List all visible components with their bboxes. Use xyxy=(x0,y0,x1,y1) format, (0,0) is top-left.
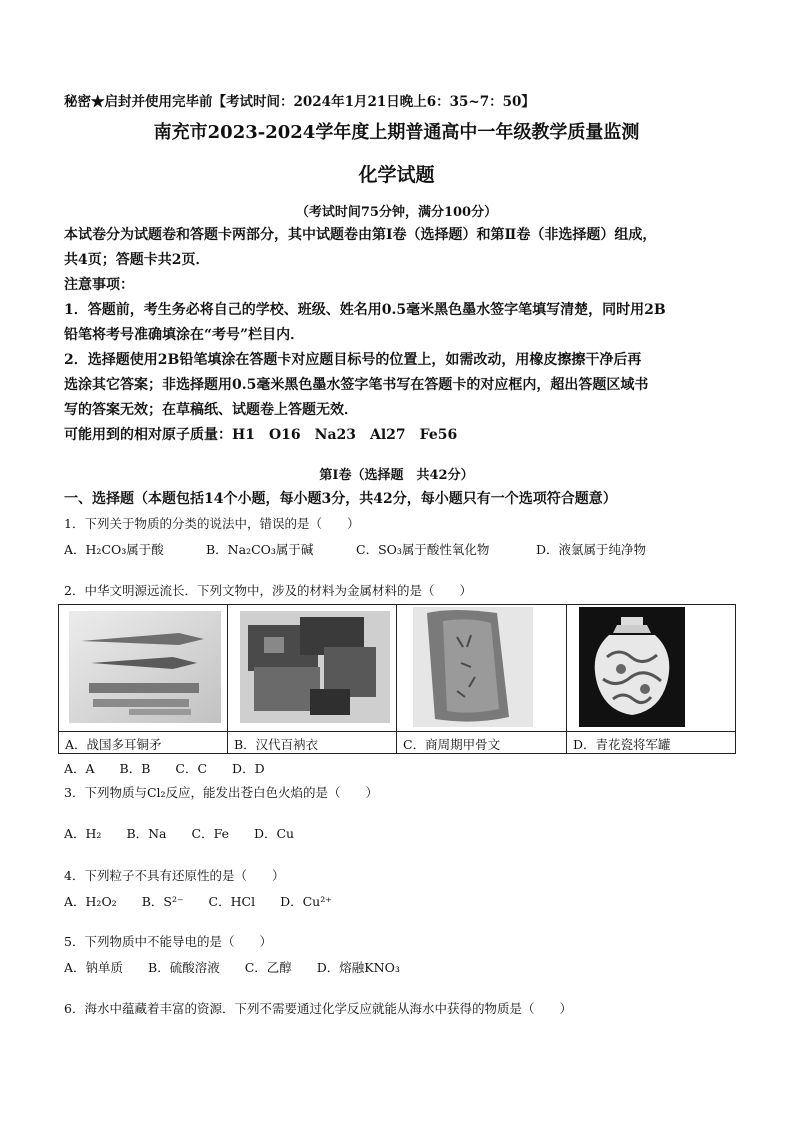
q6-stem: 6．海水中蕴藏着丰富的资源．下列不需要通过化学反应就能从海水中获得的物质是（ ） xyxy=(64,1001,572,1016)
q1-option-a: A．H₂CO₃属于酸 xyxy=(64,542,164,557)
q2-stem: 2．中华文明源远流长．下列文物中，涉及的材料为金属材料的是（ ） xyxy=(64,583,472,598)
caption-a: A．战国多耳铜矛 xyxy=(65,737,162,752)
bronze-spear-photo xyxy=(69,611,221,723)
confidential-line: 秘密★启封并使用完毕前【考试时间：2024年1月21日晚上6：35~7：50】 xyxy=(64,94,535,110)
artifact-cell-b xyxy=(228,605,397,753)
q5-options: A．钠单质 B．硫酸溶液 C．乙醇 D．熔融KNO₃ xyxy=(64,960,400,975)
caption-b: B．汉代百衲衣 xyxy=(234,737,319,752)
q1-stem: 1．下列关于物质的分类的说法中，错误的是（ ） xyxy=(64,516,360,531)
patchwork-robe-photo xyxy=(240,611,390,723)
q3-options: A．H₂ B．Na C．Fe D．Cu xyxy=(64,826,295,841)
oracle-bone-photo xyxy=(413,607,533,727)
intro-line-1: 本试卷分为试题卷和答题卡两部分，其中试题卷由第Ⅰ卷（选择题）和第Ⅱ卷（非选择题）组成， xyxy=(64,227,657,243)
note-2b: 选涂其它答案；非选择题用0.5毫米黑色墨水签字笔书写在答题卡的对应框内，超出答题区域书 xyxy=(64,377,649,393)
q1-option-b: B．Na₂CO₃属于碱 xyxy=(206,542,314,557)
note-1a: 1．答题前，考生务必将自己的学校、班级、姓名用0.5毫米黑色墨水签字笔填写清楚，同时用2B xyxy=(64,302,666,318)
caption-d: D．青花瓷将军罐 xyxy=(573,737,671,752)
artifact-cell-d xyxy=(567,605,735,753)
section-instructions: 一、选择题（本题包括14个小题，每小题3分，共42分，每小题只有一个选项符合题意） xyxy=(64,491,617,507)
atomic-mass-line: 可能用到的相对原子质量：H1 O16 Na23 Al27 Fe56 xyxy=(64,427,458,443)
subject-title: 化学试题 xyxy=(358,164,435,186)
intro-line-2: 共4页；答题卡共2页． xyxy=(64,252,210,268)
q1-option-d: D．液氯属于纯净物 xyxy=(536,542,647,557)
q4-options: A．H₂O₂ B．S²⁻ C．HCl D．Cu²⁺ xyxy=(64,894,332,909)
note-1b: 铅笔将考号准确填涂在“考号”栏目内． xyxy=(64,327,305,343)
q3-stem: 3．下列物质与Cl₂反应，能发出苍白色火焰的是（ ） xyxy=(64,785,379,800)
note-2a: 2．选择题使用2B铅笔填涂在答题卡对应题目标号的位置上，如需改动，用橡皮擦擦干净后再 xyxy=(64,352,642,368)
artifact-image-table xyxy=(58,604,736,754)
q4-stem: 4．下列粒子不具有还原性的是（ ） xyxy=(64,868,285,883)
q2-answer-options: A．A B．B C．C D．D xyxy=(64,761,265,776)
exam-title: 南充市2023-2024学年度上期普通高中一年级教学质量监测 xyxy=(153,122,640,143)
section-title: 第Ⅰ卷（选择题 共42分） xyxy=(319,468,474,483)
exam-info: （考试时间75分钟，满分100分） xyxy=(295,205,498,220)
notes-title: 注意事项： xyxy=(64,277,134,293)
artifact-cell-c xyxy=(397,605,567,753)
porcelain-jar-photo xyxy=(579,607,685,727)
caption-c: C．商周期甲骨文 xyxy=(403,737,501,752)
note-2c: 写的答案无效；在草稿纸、试题卷上答题无效． xyxy=(64,402,358,418)
q5-stem: 5．下列物质中不能导电的是（ ） xyxy=(64,934,272,949)
artifact-cell-a xyxy=(59,605,228,753)
q1-option-c: C．SO₃属于酸性氧化物 xyxy=(356,542,490,557)
